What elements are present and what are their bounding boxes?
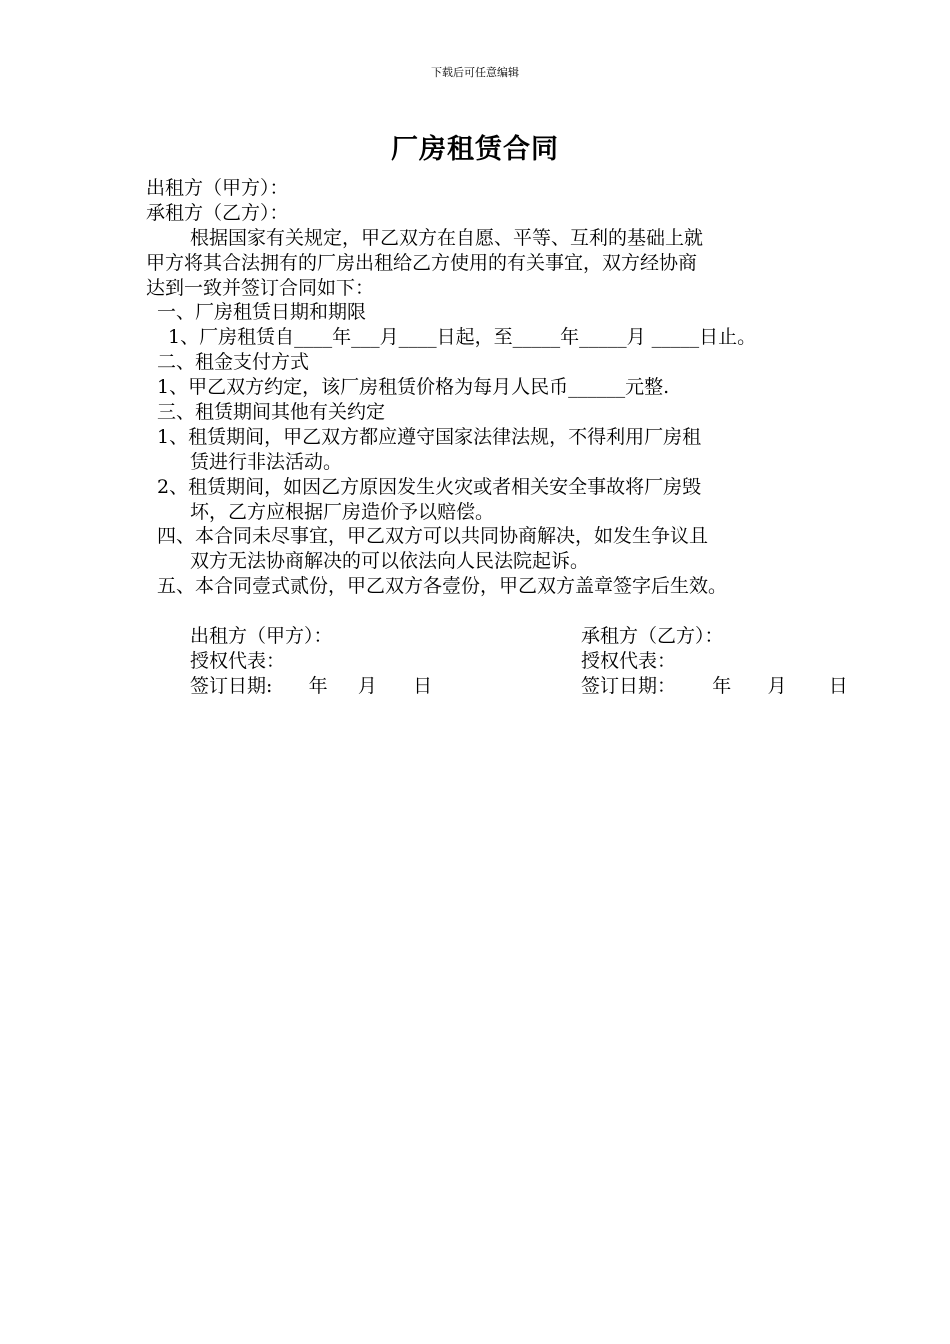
signature-left-date: 签订日期: 年 月 日	[190, 675, 433, 697]
intro-line-2: 甲方将其合法拥有的厂房出租给乙方使用的有关事宜，双方经协商	[146, 252, 698, 274]
signature-right-date: 签订日期： 年 月 日	[581, 675, 848, 697]
signature-right-party: 承租方（乙方）：	[581, 625, 724, 647]
section-3-item-2-line-2: 坏，乙方应根据厂房造价予以赔偿。	[190, 501, 495, 523]
section-1-item-1: 1、厂房租赁自____年___月____日起，至_____年_____月 _____日止。	[168, 326, 757, 348]
party-a-label: 出租方（甲方）：	[146, 177, 289, 199]
party-b-label: 承租方（乙方）：	[146, 202, 289, 224]
section-3-item-2-line-1: 2、租赁期间，如因乙方原因发生火灾或者相关安全事故将厂房毁	[157, 476, 702, 498]
page-title: 厂房租赁合同	[391, 134, 559, 165]
section-2-item-1: 1、甲乙双方约定，该厂房租赁价格为每月人民币______元整.	[157, 376, 670, 398]
signature-left-party: 出租方（甲方）：	[190, 625, 333, 647]
section-4-line-1: 四、本合同未尽事宜，甲乙双方可以共同协商解决，如发生争议且	[157, 525, 709, 547]
intro-line-3: 达到一致并签订合同如下：	[146, 277, 375, 299]
section-3-item-1-line-2: 赁进行非法活动。	[190, 451, 343, 473]
section-1-heading: 一、厂房租赁日期和期限	[157, 301, 367, 323]
header-note: 下载后可任意编辑	[431, 66, 519, 79]
intro-line-1: 根据国家有关规定，甲乙双方在自愿、平等、互利的基础上就	[190, 227, 704, 249]
signature-right-rep: 授权代表：	[581, 650, 677, 672]
section-4-line-2: 双方无法协商解决的可以依法向人民法院起诉。	[190, 550, 590, 572]
section-3-item-1-line-1: 1、租赁期间，甲乙双方都应遵守国家法律法规，不得利用厂房租	[157, 426, 702, 448]
section-5-line-1: 五、本合同壹式贰份，甲乙双方各壹份，甲乙双方盖章签字后生效。	[157, 575, 728, 597]
signature-left-rep: 授权代表：	[190, 650, 286, 672]
section-3-heading: 三、租赁期间其他有关约定	[157, 401, 386, 423]
section-2-heading: 二、租金支付方式	[157, 351, 310, 373]
